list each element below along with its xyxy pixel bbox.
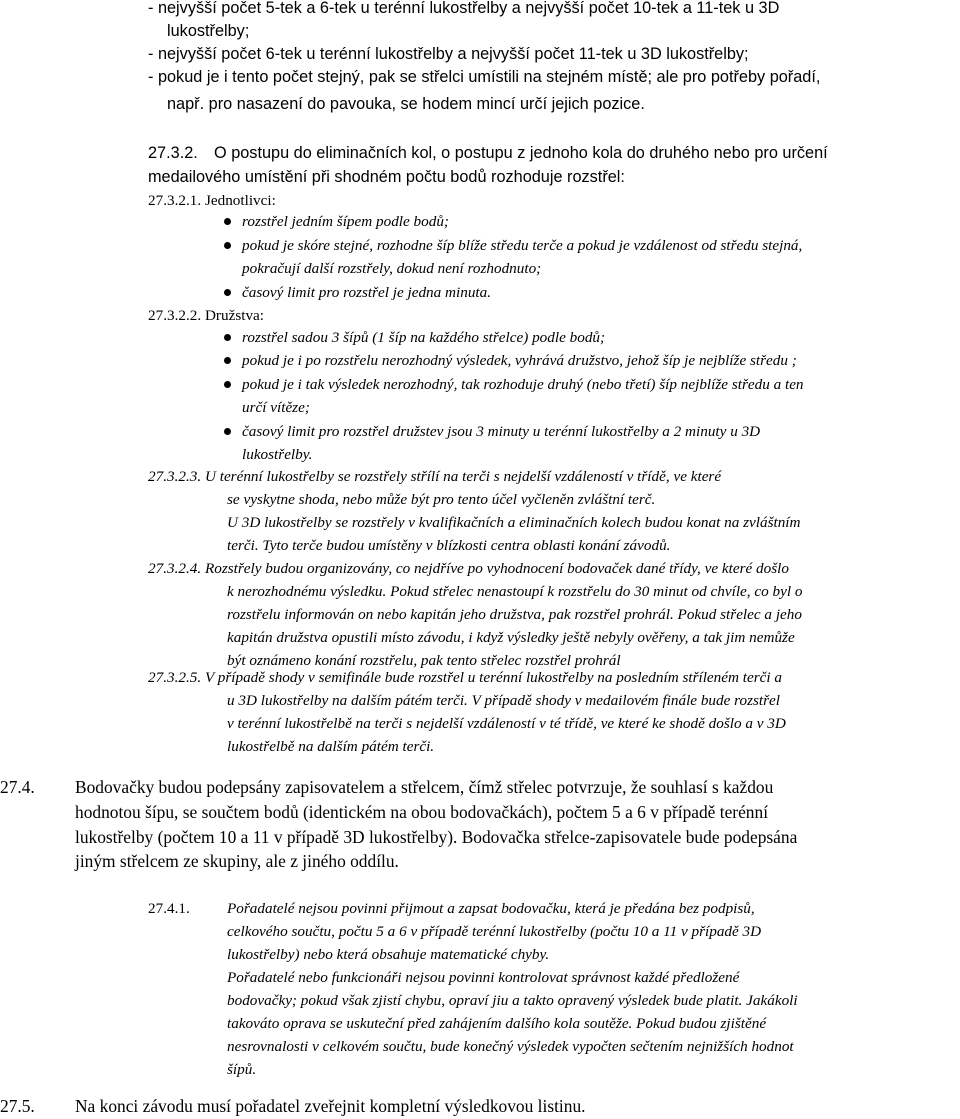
bullet-text: pokud je i po rozstřelu nerozhodný výsledek, vyhrává družstvo, jehož šíp je nejblíže středu ; bbox=[242, 352, 797, 369]
bullet-text: rozstřel jedním šípem podle bodů; bbox=[242, 213, 449, 230]
subsection-label: 27.3.2.1. Jednotlivci: bbox=[148, 192, 276, 209]
list-line: - nejvyšší počet 5-tek a 6-tek u terénní lukostřelby a nejvyšší počet 10-tek a 11-tek u 3D bbox=[148, 0, 780, 17]
bullet-icon bbox=[224, 428, 231, 435]
subsection-label: 27.3.2.2. Družstva: bbox=[148, 307, 264, 324]
paragraph-line: být oznámeno konání rozstřelu, pak tento střelec rozstřel prohrál bbox=[227, 652, 621, 669]
list-line: např. pro nasazení do pavouka, se hodem mincí určí jejich pozice. bbox=[167, 95, 645, 113]
bullet-icon bbox=[224, 289, 231, 296]
paragraph-line: U 3D lukostřelby se rozstřely v kvalifikačních a eliminačních kolech budou konat na zvláštním bbox=[227, 514, 801, 531]
paragraph-line: medailového umístění při shodném počtu bodů rozhoduje rozstřel: bbox=[148, 168, 625, 186]
paragraph-line: Na konci závodu musí pořadatel zveřejnit kompletní výsledkovou listinu. bbox=[75, 1096, 586, 1116]
paragraph-line: kapitán družstva opustili místo závodu, i když výsledky ještě nebyly ověřeny, a tak jim nemůže bbox=[227, 629, 795, 646]
list-line: lukostřelby; bbox=[167, 22, 250, 40]
paragraph-line: 27.3.2.3. U terénní lukostřelby se rozstřely střílí na terči s nejdelší vzdáleností v třídě, ve které bbox=[148, 468, 722, 485]
section-number: 27.3.2. bbox=[148, 144, 198, 162]
paragraph-line: Pořadatelé nejsou povinni přijmout a zapsat bodovačku, která je předána bez podpisů, bbox=[227, 900, 755, 917]
list-line: - nejvyšší počet 6-tek u terénní lukostřelby a nejvyšší počet 11-tek u 3D lukostřelby; bbox=[148, 45, 749, 63]
paragraph-line: lukostřelby (počtem 10 a 11 v případě 3D lukostřelby). Bodovačka střelce-zapisovatele bude podepsána bbox=[75, 827, 798, 847]
paragraph-line: O postupu do eliminačních kol, o postupu z jednoho kola do druhého nebo pro určení bbox=[214, 144, 828, 162]
paragraph-line: lukostřelby) nebo která obsahuje matematické chyby. bbox=[227, 946, 550, 963]
bullet-text: pokud je skóre stejné, rozhodne šíp blíže středu terče a pokud je vzdálenost od středu stejná, bbox=[242, 237, 803, 254]
paragraph-line: v terénní lukostřelbě na terči s nejdelší vzdáleností v té třídě, ve které ke shodě došlo a v 3D bbox=[227, 715, 786, 732]
bullet-text: pokračují další rozstřely, dokud není rozhodnuto; bbox=[242, 260, 542, 277]
paragraph-line: takováto oprava se uskuteční před zahájením dalšího kola soutěže. Pokud budou zjištěné bbox=[227, 1015, 767, 1032]
paragraph-line: u 3D lukostřelby na dalším pátém terči. V případě shody v medailovém finále bude rozstřel bbox=[227, 692, 780, 709]
section-number: 27.4.1. bbox=[148, 900, 190, 917]
paragraph-line: terči. Tyto terče budou umístěny v blízkosti centra oblasti konání závodů. bbox=[227, 537, 671, 554]
section-number: 27.5. bbox=[0, 1096, 35, 1116]
paragraph-line: Bodovačky budou podepsány zapisovatelem a střelcem, čímž střelec potvrzuje, že souhlasí s každou bbox=[75, 777, 774, 797]
bullet-text: lukostřelby. bbox=[242, 446, 313, 463]
paragraph-line: šípů. bbox=[227, 1061, 257, 1078]
bullet-icon bbox=[224, 218, 231, 225]
paragraph-line: celkového součtu, počtu 5 a 6 v případě terénní lukostřelby (počtu 10 a 11 v případě 3D bbox=[227, 923, 762, 940]
bullet-text: časový limit pro rozstřel družstev jsou 3 minuty u terénní lukostřelby a 2 minuty u 3D bbox=[242, 423, 761, 440]
paragraph-line: se vyskytne shoda, nebo může být pro tento účel vyčleněn zvláštní terč. bbox=[227, 491, 656, 508]
bullet-icon bbox=[224, 357, 231, 364]
bullet-icon bbox=[224, 334, 231, 341]
paragraph-line: 27.3.2.4. Rozstřely budou organizovány, co nejdříve po vyhodnocení bodovaček dané třídy, ve které došlo bbox=[148, 560, 789, 577]
bullet-icon bbox=[224, 381, 231, 388]
bullet-text: pokud je i tak výsledek nerozhodný, tak rozhoduje druhý (nebo třetí) šíp nejblíže středu a ten bbox=[242, 376, 804, 393]
paragraph-line: rozstřelu informován on nebo kapitán jeho družstva, pak rozstřel prohrál. Pokud střelec a jeho bbox=[227, 606, 802, 623]
paragraph-line: hodnotou šípu, se součtem bodů (identickém na obou bodovačkách), počtem 5 a 6 v případě terénní bbox=[75, 802, 769, 822]
bullet-text: rozstřel sadou 3 šípů (1 šíp na každého střelce) podle bodů; bbox=[242, 329, 606, 346]
paragraph-line: lukostřelbě na dalším pátém terči. bbox=[227, 738, 435, 755]
bullet-text: časový limit pro rozstřel je jedna minuta. bbox=[242, 284, 492, 301]
paragraph-line: jiným střelcem ze skupiny, ale z jiného oddílu. bbox=[75, 851, 399, 871]
paragraph-line: k nerozhodnému výsledku. Pokud střelec nenastoupí k rozstřelu do 30 minut od chvíle, co byl o bbox=[227, 583, 803, 600]
paragraph-line: nesrovnalosti v celkovém součtu, bude konečný výsledek vypočten sečtením nejnižších hodnot bbox=[227, 1038, 794, 1055]
paragraph-line: bodovačky; pokud však zjistí chybu, opraví jiu a takto opravený výsledek bude platit. Jakákoli bbox=[227, 992, 798, 1009]
bullet-text: určí vítěze; bbox=[242, 399, 310, 416]
paragraph-line: Pořadatelé nebo funkcionáři nejsou povinni kontrolovat správnost každé předložené bbox=[227, 969, 740, 986]
list-line: - pokud je i tento počet stejný, pak se střelci umístili na stejném místě; ale pro potřeby pořadí, bbox=[148, 68, 821, 86]
section-number: 27.4. bbox=[0, 777, 35, 797]
bullet-icon bbox=[224, 242, 231, 249]
paragraph-line: 27.3.2.5. V případě shody v semifinále bude rozstřel u terénní lukostřelby na posledním stříleném terči a bbox=[148, 669, 782, 686]
